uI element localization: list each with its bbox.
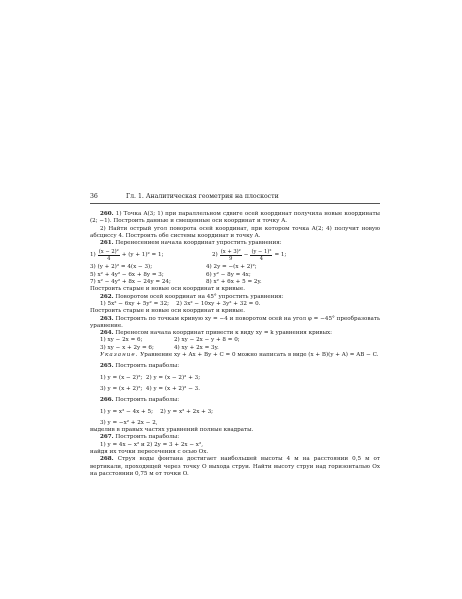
equation: 2) xy − 2x − y + 8 = 0; [174,337,240,344]
problem-261-note: Построить старые и новые оси координат и кривые. [90,286,245,293]
problem-260-part-1: 260. 1) Точка A(3; 1) при параллельном сдвиге осей координат получила новые координаты (2; −1). Построить данные и смещенные оси координат и точку A. [90,211,380,225]
problem-267-equations: 1) y = 4x − x² и 2) 2y = 3 + 2x − x², [100,441,203,448]
problem-266-row-1: 1) y = x² − 4x + 5; 2) y = x² + 2x + 3; [100,408,214,415]
problem-262: 262. Поворотом осей координат на 45° упростить уравнения: [100,293,284,300]
equation: 1) xy − 2x = 6; [100,337,143,344]
problem-267: 267. Построить параболы: [100,434,180,441]
problem-260-part-2: 2) Найти острый угол поворота осей координат, при котором точка A(2; 4) получит новую абсциссу 4. Построить обе системы координат и точку A. [90,225,380,239]
eq1-fraction: $\frac{\text{(x − 2)²}}{4}$ [98,249,119,263]
chapter-title: Гл. 1. Аналитическая геометрия на плоскости [126,193,279,200]
equation: 3) xy − x + 2y = 6; [100,344,154,351]
problem-261-fraction-equations [90,247,380,264]
problem-264: 264. Перенесом начала координат привести к виду xy = k уравнения кривых: [100,330,333,337]
equation: 6) y² − 8y = 4x; [206,271,251,278]
problem-264-equation-grid [90,337,380,352]
equation: 4) 2y = −(x + 2)²; [206,264,257,271]
problem-267-note: найдя их точки пересечения с осью Ox. [90,449,209,456]
problem-265: 265. Построить параболы: [100,363,180,370]
page-body [90,211,380,478]
equation: 5) x² + 4y² − 6x + 8y = 3; [90,271,164,278]
problem-268: 268. Струя воды фонтана достигает наибольшей высоты 4 м на расстоянии 0,5 м от вертикали, проходящей через точку O выхода струи. Найти высоту струи над горизонталью Ox на расстоянии 0,75 м от точки O. [90,456,381,477]
problem-265-row-2: 3) y = (x + 2)²; 4) y = (x + 2)² − 3. [100,385,200,392]
problem-261: 261. Перенесением начала координат упростить уравнения: [100,240,282,247]
equation: 3) (y + 2)² = 4(x − 3); [90,264,153,271]
eq2: 2) $\frac{\text{(x + 3)²}}{9}$ − $\frac{\text{(y − 1)²}}{4}$ = 1; [212,249,287,263]
equation: 8) x² + 6x + 5 = 2y. [206,279,262,286]
equation: 7) x² − 4y² + 8x − 24y = 24; [90,279,171,286]
eq2-fraction-2: $\frac{\text{(y − 1)²}}{4}$ [251,249,272,263]
eq1: 1) $\frac{\text{(x − 2)²}}{4}$ + (y + 1)² = 1; [90,249,164,263]
problem-262-equations: 1) 5x² − 6xy + 5y² = 32; 2) 3x² − 10xy + 3y² + 32 = 0. [100,300,261,307]
equation: 4) xy + 2x = 3y. [174,344,219,351]
problem-266-row-2: 3) y = −x² + 2x − 2, [100,419,158,426]
problem-262-note: Построить старые и новые оси координат и кривые. [90,308,245,315]
problem-265-row-1: 1) y = (x − 2)²; 2) y = (x − 2)² + 3; [100,374,201,381]
header-rule [90,203,380,204]
page-number: 36 [90,193,98,200]
problem-264-hint: Указание. Уравнение xy + Ax + By + C = 0 можно написать в виде (x + B)(y + A) = AB − C. [100,352,379,359]
problem-266-note: выделив в правых частях уравнений полные квадраты. [90,427,254,434]
eq2-fraction-1: $\frac{\text{(x + 3)²}}{9}$ [220,249,241,263]
problem-261-equation-grid [90,264,380,286]
problem-263: 263. Построить по точкам кривую xy = −4 и поворотом осей на угол φ = −45° преобразовать уравнение. [90,315,380,329]
problem-266: 266. Построить параболы: [100,397,180,404]
